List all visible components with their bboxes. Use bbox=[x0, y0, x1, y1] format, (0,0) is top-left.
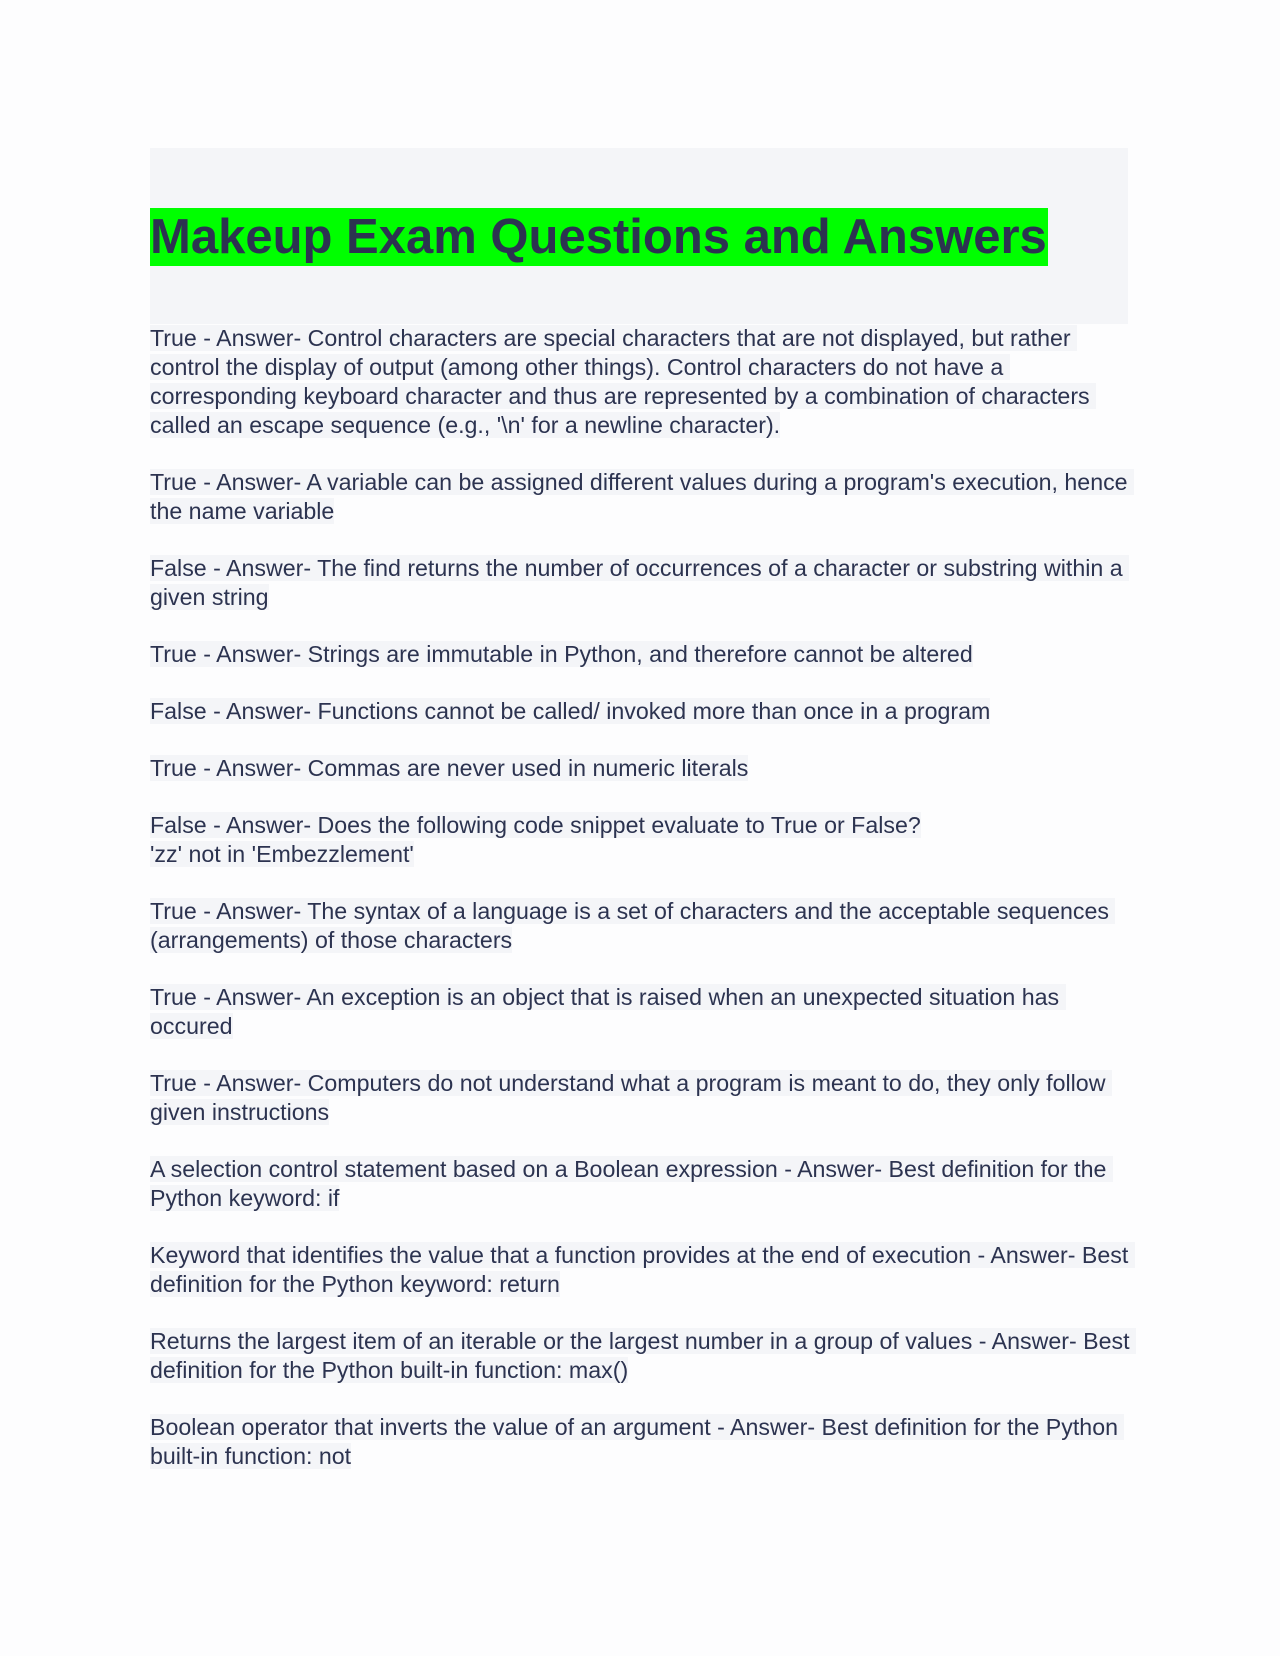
qa-item bbox=[150, 1069, 1130, 1127]
title-block bbox=[150, 148, 1128, 324]
qa-item bbox=[150, 468, 1135, 526]
qa-text: True - Answer- A variable can be assigned different values during a program's execution, hence the name variable bbox=[150, 469, 1135, 524]
qa-text: True - Answer- Strings are immutable in Python, and therefore cannot be altered bbox=[150, 641, 973, 667]
qa-text: Returns the largest item of an iterable or the largest number in a group of values - Answer- Best definition for the Python built-in function: max() bbox=[150, 1328, 1136, 1383]
qa-text: True - Answer- Computers do not understand what a program is meant to do, they only follow given instructions bbox=[150, 1070, 1112, 1125]
qa-text: True - Answer- Control characters are special characters that are not displayed, but rather control the display of output (among other things). Control characters do not have a corresponding keyboard character and thus are represented by a combination of characters called an escape sequence (e.g., '\n' for a newline character). bbox=[150, 325, 1097, 438]
qa-text: True - Answer- An exception is an object that is raised when an unexpected situation has occured bbox=[150, 984, 1066, 1039]
qa-item bbox=[150, 1327, 1136, 1385]
qa-item bbox=[150, 897, 1130, 955]
qa-text: True - Answer- The syntax of a language is a set of characters and the acceptable sequences (arrangements) of those characters bbox=[150, 898, 1116, 953]
qa-text: False - Answer- Functions cannot be called/ invoked more than once in a program bbox=[150, 698, 991, 724]
qa-item bbox=[150, 983, 1130, 1041]
qa-text: False - Answer- The find returns the number of occurrences of a character or substring within a given string bbox=[150, 555, 1130, 610]
qa-item bbox=[150, 697, 1130, 726]
qa-item bbox=[150, 554, 1130, 612]
page-title: Makeup Exam Questions and Answers bbox=[150, 210, 1047, 264]
qa-text: True - Answer- Commas are never used in numeric literals bbox=[150, 755, 749, 781]
qa-item bbox=[150, 1413, 1130, 1471]
qa-text: Keyword that identifies the value that a function provides at the end of execution - Answer- Best definition for the Python keyword: return bbox=[150, 1242, 1135, 1297]
qa-item bbox=[150, 640, 1130, 669]
qa-item bbox=[150, 811, 1130, 869]
qa-text: Boolean operator that inverts the value of an argument - Answer- Best definition for the Python built-in function: not bbox=[150, 1414, 1125, 1469]
qa-list bbox=[150, 324, 1136, 1499]
qa-item bbox=[150, 1155, 1130, 1213]
qa-item bbox=[150, 324, 1130, 440]
qa-text: False - Answer- Does the following code snippet evaluate to True or False? 'zz' not in 'Embezzlement' bbox=[150, 812, 921, 867]
qa-item bbox=[150, 754, 1130, 783]
qa-item bbox=[150, 1241, 1135, 1299]
qa-text: A selection control statement based on a Boolean expression - Answer- Best definition for the Python keyword: if bbox=[150, 1156, 1113, 1211]
